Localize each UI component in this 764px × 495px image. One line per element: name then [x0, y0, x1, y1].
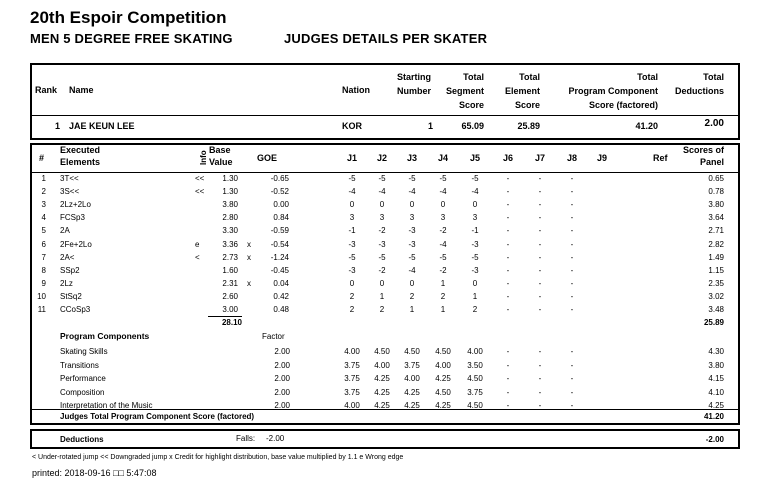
element-judge-score: -: [506, 305, 510, 314]
judge-header-j7: J7: [534, 153, 545, 163]
col-tss-line3: Score: [458, 100, 484, 110]
element-judge-score: -4: [408, 187, 416, 197]
element-base-value: 1.30: [222, 187, 238, 197]
component-factor: 2.00: [274, 401, 290, 410]
component-judge-score: 4.00: [344, 347, 360, 356]
element-judge-score: -: [506, 213, 510, 223]
element-judge-score: 2: [349, 291, 355, 301]
element-panel-score: 3.80: [708, 200, 724, 210]
component-judge-score: 4.50: [467, 374, 483, 383]
element-judge-score: -: [570, 200, 574, 210]
component-judge-score: -: [506, 401, 510, 410]
judge-header-j9: J9: [596, 153, 607, 163]
element-judge-score: -5: [378, 174, 386, 183]
col-scores-of-panel: [670, 144, 724, 168]
element-panel-score: 3.48: [708, 305, 724, 314]
element-judge-score: -: [570, 174, 574, 183]
component-judge-score: 4.00: [344, 401, 360, 410]
element-judge-score: -3: [378, 239, 386, 249]
element-base-value: 3.36: [222, 239, 238, 249]
element-goe: -0.52: [270, 187, 289, 197]
element-number: 5: [41, 226, 46, 236]
skater-nation: KOR: [342, 121, 362, 131]
col-pcs-line3: Score (factored): [588, 100, 658, 110]
falls-value: -2.00: [266, 434, 285, 443]
element-name: SSp2: [60, 265, 80, 275]
legend-footnote: < Under-rotated jump << Downgraded jump x Credit for highlight distribution, base value multiplied by 1.1 e Wrong edge: [32, 454, 404, 461]
element-judge-score: -: [538, 200, 542, 210]
col-rank: Rank: [35, 85, 58, 95]
element-judge-score: -: [538, 252, 542, 262]
element-panel-score: 1.49: [708, 252, 724, 262]
falls-label: Falls:: [236, 434, 256, 443]
element-base-value: 3.80: [222, 200, 238, 210]
skater-rank: 1: [55, 121, 61, 131]
col-pcs-line2: Program Component: [568, 86, 658, 96]
element-judge-score: 1: [409, 305, 415, 314]
element-info: <: [195, 252, 200, 262]
col-base-line1: Base: [209, 145, 231, 155]
element-judge-score: -5: [348, 252, 356, 262]
component-judge-score: 4.50: [467, 401, 483, 410]
deductions-total: -2.00: [705, 435, 724, 444]
element-judge-score: -3: [471, 265, 479, 275]
element-judge-score: -: [506, 291, 510, 301]
component-judge-score: 4.50: [435, 347, 451, 356]
page-title: 20th Espoir Competition: [30, 8, 227, 27]
element-judge-score: -: [570, 291, 574, 301]
element-judge-score: 1: [440, 278, 446, 288]
component-panel-score: 4.15: [708, 374, 724, 383]
component-panel-score: 3.80: [708, 360, 724, 370]
component-factor: 2.00: [274, 387, 290, 397]
summary-divider: [32, 115, 738, 116]
element-goe: 0.00: [273, 200, 289, 210]
col-starting-line2: Number: [396, 86, 431, 96]
element-number: 8: [41, 265, 46, 275]
element-judge-score: -2: [378, 226, 386, 236]
element-judge-score: 3: [349, 213, 355, 223]
element-judge-score: -5: [378, 252, 386, 262]
col-starting-line1: Starting: [396, 72, 431, 82]
element-number: 4: [41, 213, 46, 223]
element-bonus-marker: x: [247, 252, 251, 262]
element-judge-score: -: [570, 278, 574, 288]
component-name: Performance: [60, 374, 106, 383]
skater-starting-number: 1: [428, 121, 434, 131]
component-name: Composition: [60, 387, 105, 397]
printed-timestamp: printed: 2018-09-16 □□ 5:47:08: [32, 468, 157, 478]
element-judge-score: -5: [408, 174, 416, 183]
element-panel-score: 0.78: [708, 187, 724, 197]
program-components-heading: Program Components: [60, 331, 150, 341]
element-base-value: 2.31: [222, 278, 238, 288]
component-factor: 2.00: [274, 374, 290, 383]
element-judge-score: -4: [439, 239, 447, 249]
component-judge-score: -: [506, 347, 510, 356]
element-judge-score: 0: [349, 278, 355, 288]
element-judge-score: -: [506, 239, 510, 249]
element-goe: -0.65: [270, 174, 289, 183]
element-judge-score: -1: [471, 226, 479, 236]
element-judge-score: 0: [379, 200, 385, 210]
col-ref: Ref: [653, 153, 668, 163]
component-judge-score: -: [506, 387, 510, 397]
element-judge-score: 1: [472, 291, 478, 301]
col-executed-line2: Elements: [60, 157, 101, 167]
element-name: CCoSp3: [60, 305, 91, 314]
col-tes-line3: Score: [514, 100, 540, 110]
component-name: Transitions: [60, 360, 99, 370]
component-panel-score: 4.10: [708, 387, 724, 397]
component-judge-score: 3.75: [467, 387, 483, 397]
element-base-value: 2.73: [222, 252, 238, 262]
element-judge-score: 0: [472, 278, 478, 288]
components-total-label: Judges Total Program Component Score (factored): [60, 412, 255, 421]
component-judge-score: -: [570, 347, 574, 356]
col-element-number: #: [39, 153, 45, 163]
element-name: 2A: [60, 226, 70, 236]
col-scores-line1: Scores of: [682, 145, 724, 155]
component-judge-score: -: [570, 374, 574, 383]
report-subtitle: JUDGES DETAILS PER SKATER: [284, 31, 488, 46]
component-judge-score: 4.00: [404, 374, 420, 383]
element-judge-score: -4: [408, 265, 416, 275]
judge-header-j6: J6: [502, 153, 513, 163]
element-judge-score: -: [538, 305, 542, 314]
col-executed-line1: Executed: [60, 145, 101, 155]
skater-deductions: 2.00: [704, 118, 724, 129]
element-judge-score: -5: [439, 174, 447, 183]
col-ded-line1: Total: [703, 72, 724, 82]
element-bonus-marker: x: [247, 239, 251, 249]
element-judge-score: -: [506, 174, 510, 183]
element-name: FCSp3: [60, 213, 85, 223]
component-judge-score: -: [538, 401, 542, 410]
element-goe: -1.24: [270, 252, 289, 262]
element-judge-score: -5: [348, 174, 356, 183]
component-judge-score: 3.75: [344, 387, 360, 397]
judge-header-j1: J1: [346, 153, 357, 163]
element-panel-score: 2.35: [708, 278, 724, 288]
element-base-value: 3.00: [222, 305, 238, 314]
element-judge-score: -: [506, 226, 510, 236]
element-name: 2Lz+2Lo: [60, 200, 91, 210]
col-executed-elements: [60, 144, 100, 168]
element-base-value: 1.60: [222, 265, 238, 275]
element-judge-score: 2: [379, 305, 385, 314]
component-judge-score: 4.25: [435, 374, 451, 383]
component-judge-score: 4.25: [374, 401, 390, 410]
skater-name: JAE KEUN LEE: [69, 121, 135, 131]
element-judge-score: -4: [348, 187, 356, 197]
component-judge-score: -: [538, 374, 542, 383]
element-judge-score: -: [570, 213, 574, 223]
col-ded-line2: Deductions: [674, 86, 724, 96]
element-judge-score: 3: [440, 213, 446, 223]
component-judge-score: 4.25: [404, 387, 420, 397]
component-judge-score: 3.50: [467, 360, 483, 370]
component-judge-score: 4.50: [374, 347, 390, 356]
element-number: 6: [41, 239, 46, 249]
col-tes-line1: Total: [519, 72, 540, 82]
element-judge-score: 0: [409, 200, 415, 210]
element-judge-score: -: [570, 252, 574, 262]
skater-tes: 25.89: [517, 121, 540, 131]
col-total-program-component: [540, 70, 658, 112]
component-judge-score: 4.00: [374, 360, 390, 370]
component-judge-score: 4.25: [374, 374, 390, 383]
component-judge-score: 4.50: [435, 387, 451, 397]
col-base-value: [209, 144, 233, 168]
element-judge-score: 3: [409, 213, 415, 223]
element-judge-score: -3: [348, 265, 356, 275]
col-tes-line2: Element: [504, 86, 540, 96]
element-name: 2Fe+2Lo: [60, 239, 92, 249]
col-name: Name: [69, 85, 94, 95]
judge-header-j4: J4: [437, 153, 448, 163]
element-judge-score: -1: [348, 226, 356, 236]
component-judge-score: 3.75: [344, 374, 360, 383]
element-goe: -0.59: [270, 226, 289, 236]
element-judge-score: -: [570, 226, 574, 236]
element-judge-score: -3: [348, 239, 356, 249]
judge-header-j3: J3: [406, 153, 417, 163]
element-name: 2Lz: [60, 278, 73, 288]
element-judge-score: -5: [471, 174, 479, 183]
element-judge-score: -5: [471, 252, 479, 262]
element-judge-score: -: [570, 187, 574, 197]
element-judge-score: -2: [378, 265, 386, 275]
element-base-value: 1.30: [222, 174, 238, 183]
elements-score-total: 25.89: [703, 318, 724, 327]
element-judge-score: 0: [472, 200, 478, 210]
col-tss-line1: Total: [463, 72, 484, 82]
element-name: 3T<<: [60, 174, 79, 183]
element-judge-score: -: [506, 200, 510, 210]
component-judge-score: 4.50: [404, 347, 420, 356]
factor-heading: Factor: [262, 332, 285, 341]
element-info: e: [195, 239, 200, 249]
element-goe: -0.45: [270, 265, 289, 275]
element-number: 7: [41, 252, 46, 262]
element-goe: 0.84: [273, 213, 289, 223]
component-judge-score: -: [570, 387, 574, 397]
element-judge-score: -4: [439, 187, 447, 197]
element-judge-score: 2: [409, 291, 415, 301]
element-panel-score: 2.71: [708, 226, 724, 236]
element-panel-score: 3.64: [708, 213, 724, 223]
element-judge-score: 3: [472, 213, 478, 223]
col-total-element-score: [486, 70, 540, 112]
element-judge-score: -: [570, 239, 574, 249]
component-judge-score: 4.25: [374, 387, 390, 397]
element-judge-score: -4: [471, 187, 479, 197]
element-judge-score: 0: [409, 278, 415, 288]
element-name: 3S<<: [60, 187, 80, 197]
component-panel-score: 4.30: [708, 347, 724, 356]
components-total-score: 41.20: [703, 412, 724, 421]
element-judge-score: -5: [408, 252, 416, 262]
component-judge-score: -: [538, 360, 542, 370]
element-bonus-marker: x: [247, 278, 251, 288]
element-judge-score: -3: [408, 226, 416, 236]
component-judge-score: 3.75: [344, 360, 360, 370]
element-name: StSq2: [60, 291, 82, 301]
element-base-value: 3.30: [222, 226, 238, 236]
col-total-segment-score: [430, 70, 484, 112]
judge-header-j5: J5: [469, 153, 480, 163]
col-nation: Nation: [342, 85, 370, 95]
element-goe: 0.42: [273, 291, 289, 301]
element-goe: -0.54: [270, 239, 289, 249]
element-judge-score: -: [506, 278, 510, 288]
component-judge-score: 4.00: [467, 347, 483, 356]
judge-header-j2: J2: [376, 153, 387, 163]
judge-header-j8: J8: [566, 153, 577, 163]
event-subtitle: MEN 5 DEGREE FREE SKATING: [30, 31, 233, 46]
component-judge-score: -: [570, 360, 574, 370]
element-judge-score: 0: [379, 278, 385, 288]
element-judge-score: 3: [379, 213, 385, 223]
component-judge-score: 4.25: [435, 401, 451, 410]
skater-pcs: 41.20: [635, 121, 658, 131]
element-panel-score: 0.65: [708, 174, 724, 183]
element-judge-score: -: [538, 239, 542, 249]
element-judge-score: -: [538, 278, 542, 288]
element-panel-score: 1.15: [708, 265, 724, 275]
element-judge-score: -: [538, 226, 542, 236]
element-judge-score: 2: [349, 305, 355, 314]
element-base-value: 2.80: [222, 213, 238, 223]
element-goe: 0.48: [273, 305, 289, 314]
component-judge-score: -: [538, 347, 542, 356]
element-number: 1: [41, 174, 46, 183]
element-goe: 0.04: [273, 278, 289, 288]
element-judge-score: -: [570, 265, 574, 275]
element-judge-score: 1: [379, 291, 385, 301]
component-factor: 2.00: [274, 360, 290, 370]
component-judge-score: -: [538, 387, 542, 397]
element-judge-score: -: [506, 187, 510, 197]
col-goe: GOE: [257, 153, 278, 163]
element-judge-score: -: [538, 265, 542, 275]
skater-tss: 65.09: [461, 121, 484, 131]
col-pcs-line1: Total: [637, 72, 658, 82]
col-info: Info: [199, 150, 208, 165]
component-judge-score: 3.75: [404, 360, 420, 370]
element-judge-score: 2: [440, 291, 446, 301]
element-judge-score: -5: [439, 252, 447, 262]
element-number: 10: [37, 291, 46, 301]
component-judge-score: -: [506, 374, 510, 383]
element-base-value: 2.60: [222, 291, 238, 301]
element-judge-score: -: [538, 291, 542, 301]
component-judge-score: -: [506, 360, 510, 370]
element-number: 11: [37, 305, 46, 314]
element-judge-score: -: [506, 265, 510, 275]
element-number: 3: [41, 200, 46, 210]
element-name: 2A<: [60, 252, 75, 262]
component-name: Skating Skills: [60, 347, 108, 356]
element-judge-score: -: [506, 252, 510, 262]
element-judge-score: -: [538, 187, 542, 197]
element-panel-score: 2.82: [708, 239, 724, 249]
component-judge-score: 4.25: [404, 401, 420, 410]
col-tss-line2: Segment: [445, 86, 484, 96]
element-info: <<: [195, 174, 205, 183]
component-factor: 2.00: [274, 347, 290, 356]
element-judge-score: -2: [439, 265, 447, 275]
col-base-line2: Value: [209, 157, 233, 167]
component-judge-score: -: [570, 401, 574, 410]
element-judge-score: -3: [408, 239, 416, 249]
element-panel-score: 3.02: [708, 291, 724, 301]
element-judge-score: -: [570, 305, 574, 314]
element-judge-score: -: [538, 213, 542, 223]
element-number: 9: [41, 278, 46, 288]
component-name: Interpretation of the Music: [60, 401, 153, 410]
element-judge-score: -2: [439, 226, 447, 236]
component-judge-score: 4.00: [435, 360, 451, 370]
element-judge-score: 1: [440, 305, 446, 314]
base-value-total: 28.10: [221, 318, 242, 327]
element-info: <<: [195, 187, 205, 197]
component-panel-score: 4.25: [708, 401, 724, 410]
element-number: 2: [41, 187, 46, 197]
element-judge-score: 2: [472, 305, 478, 314]
deductions-box: [30, 429, 740, 449]
deductions-label: Deductions: [60, 435, 104, 444]
col-total-deductions: [660, 70, 724, 98]
element-judge-score: -3: [471, 239, 479, 249]
element-judge-score: 0: [349, 200, 355, 210]
element-judge-score: -4: [378, 187, 386, 197]
col-scores-line2: Panel: [699, 157, 724, 167]
element-judge-score: 0: [440, 200, 446, 210]
element-judge-score: -: [538, 174, 542, 183]
